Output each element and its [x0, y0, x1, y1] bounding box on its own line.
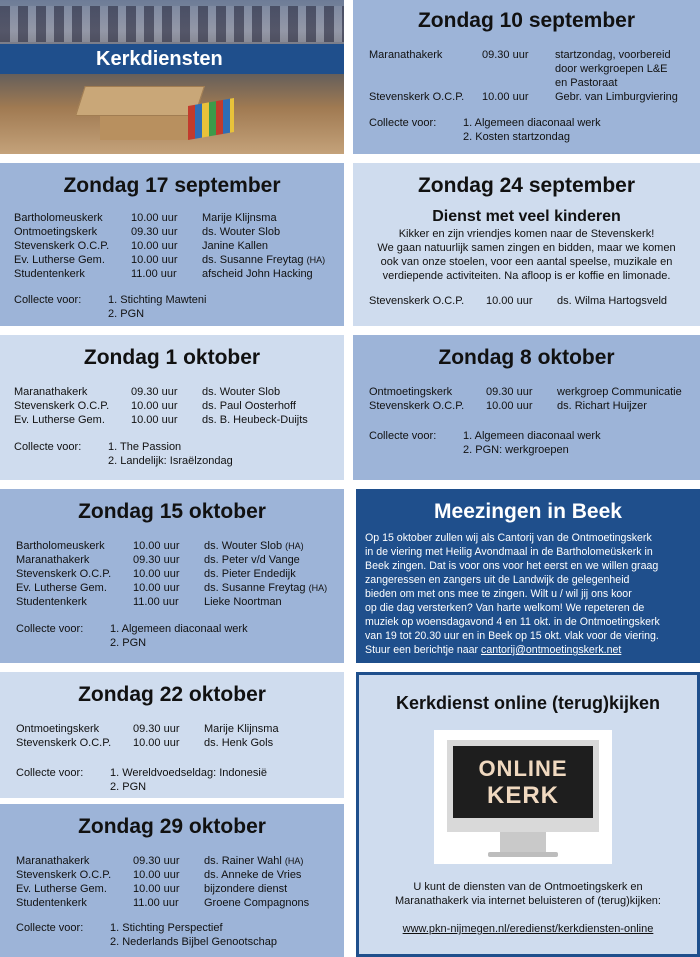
collecte-item: 2. Nederlands Bijbel Genootschap — [110, 936, 277, 948]
section-29-oktober — [0, 804, 344, 957]
online-text-block — [359, 880, 697, 950]
preacher: afscheid John Hacking — [202, 268, 313, 280]
collecte-item: 2. PGN — [110, 637, 147, 649]
service-time: 10.00 uur — [482, 91, 529, 103]
church-name: Stevenskerk O.C.P. — [369, 400, 465, 412]
monitor-base — [488, 852, 558, 857]
church-name: Studentenkerk — [16, 897, 87, 909]
service-description: door werkgroepen L&E — [555, 63, 668, 75]
collecte-label: Collecte voor: — [16, 623, 84, 635]
intro-line: ook van onze stoelen, voor een aantal speelse, muzikale en — [380, 256, 673, 268]
congregation-image — [0, 6, 344, 42]
preacher: Lieke Noortman — [204, 596, 282, 608]
preacher: ds. Anneke de Vries — [204, 869, 302, 881]
preacher: Janine Kallen — [202, 240, 269, 252]
church-name: Bartholomeuskerk — [14, 212, 103, 224]
body-line: zangeressen en zangers uit de Landwijk de gelegenheid — [365, 574, 630, 586]
service-row — [14, 211, 344, 225]
service-time: 09.30 uur — [486, 386, 533, 398]
ha-marker: (HA) — [308, 583, 328, 593]
books-image — [188, 98, 234, 140]
collecte-label: Collecte voor: — [369, 430, 437, 442]
collecte-label: Collecte voor: — [16, 767, 84, 779]
church-name: Ev. Lutherse Gem. — [14, 414, 105, 426]
body-line: bieden om met ons mee te zingen. Wilt u / wil jij ons koor — [365, 588, 632, 600]
online-kerk-image — [434, 730, 612, 864]
section-title: Zondag 10 september — [417, 9, 636, 32]
service-row — [16, 553, 344, 567]
collecte — [16, 766, 344, 794]
service-time: 11.00 uur — [133, 897, 179, 909]
collecte-item: 2. Landelijk: Israëlzondag — [108, 455, 233, 467]
preacher: ds. Wilma Hartogsveld — [557, 295, 668, 307]
section-8-oktober — [353, 335, 700, 480]
church-name: Studentenkerk — [14, 268, 85, 280]
service-time: 10.00 uur — [133, 582, 180, 594]
church-name: Ev. Lutherse Gem. — [16, 883, 107, 895]
service-row — [16, 896, 344, 910]
body-line: muziek op woensdagavond 4 en 11 okt. in de Ontmoetingskerk — [365, 616, 660, 628]
service-time: 10.00 uur — [133, 540, 180, 552]
service-row — [14, 225, 344, 239]
church-name: Bartholomeuskerk — [16, 540, 105, 552]
preacher: ds. Wouter Slob — [202, 226, 281, 238]
service-time: 09.30 uur — [133, 855, 180, 867]
preacher: ds. Paul Oosterhoff — [202, 400, 296, 412]
body-line: op die dag versterken? Van harte welkom! We repeteren de — [365, 602, 645, 614]
church-name: Stevenskerk O.C.P. — [369, 91, 465, 103]
body-line: Op 15 oktober zullen wij als Cantorij van de Ontmoetingskerk — [365, 532, 652, 544]
service-time: 10.00 uur — [133, 737, 180, 749]
church-name: Stevenskerk O.C.P. — [16, 737, 112, 749]
church-name: Stevenskerk O.C.P. — [14, 400, 110, 412]
church-name: Studentenkerk — [16, 596, 87, 608]
service-row — [16, 868, 344, 882]
section-title: Zondag 1 oktober — [83, 346, 261, 369]
collecte — [14, 440, 344, 468]
body-line: in de viering met Heilig Avondmaal in de Bartholomeüskerk in — [365, 546, 653, 558]
church-name: Ontmoetingskerk — [369, 386, 453, 398]
service-row — [16, 581, 344, 595]
service-row — [14, 267, 344, 281]
church-name: Maranathakerk — [16, 855, 90, 867]
email-link[interactable]: cantorij@ontmoetingskerk.net — [481, 644, 622, 656]
service-description: en Pastoraat — [555, 77, 618, 89]
service-time: 10.00 uur — [131, 254, 178, 266]
section-24-september — [353, 163, 700, 326]
service-time: 09.30 uur — [133, 723, 180, 735]
intro-line: Kikker en zijn vriendjes komen naar de Stevenskerk! — [398, 228, 655, 240]
collecte — [14, 293, 344, 321]
church-name: Ev. Lutherse Gem. — [16, 582, 107, 594]
service-row — [369, 90, 700, 104]
monitor-screen — [447, 740, 599, 832]
preacher: ds. Susanne Freytag — [204, 582, 306, 594]
section-1-oktober — [0, 335, 344, 480]
service-row — [16, 882, 344, 896]
service-row — [369, 48, 700, 62]
collecte-item: 1. Wereldvoedseldag: Indonesië — [110, 767, 267, 779]
church-name: Ontmoetingskerk — [14, 226, 98, 238]
header-banner — [0, 44, 344, 74]
online-url-link[interactable]: www.pkn-nijmegen.nl/eredienst/kerkdiensten-online — [402, 923, 654, 935]
section-title: Kerkdienst online (terug)kijken — [395, 693, 661, 713]
preacher: ds. Susanne Freytag — [202, 254, 304, 266]
pulpit-image — [75, 86, 205, 116]
ha-marker: (HA) — [306, 255, 326, 265]
collecte-label: Collecte voor: — [16, 922, 84, 934]
service-row — [16, 567, 344, 581]
online-text: U kunt de diensten van de Ontmoetingskerk en — [413, 881, 643, 893]
ha-marker: (HA) — [284, 856, 304, 866]
collecte — [369, 116, 700, 144]
section-title: Meezingen in Beek — [434, 500, 622, 523]
service-row — [14, 413, 344, 427]
service-time: 10.00 uur — [131, 400, 178, 412]
section-17-september — [0, 163, 344, 326]
collecte-item: 1. Algemeen diaconaal werk — [463, 117, 601, 129]
service-row — [16, 539, 344, 553]
service-row — [16, 854, 344, 868]
preacher: ds. Richart Huijzer — [557, 400, 647, 412]
service-time: 09.30 uur — [131, 226, 178, 238]
section-22-oktober — [0, 672, 344, 798]
section-15-oktober — [0, 489, 344, 663]
service-row — [369, 294, 700, 308]
preacher: ds. Henk Gols — [204, 737, 274, 749]
preacher: werkgroep Communicatie — [557, 386, 682, 398]
section-meezingen — [356, 489, 700, 663]
collecte-item: 1. Algemeen diaconaal werk — [110, 623, 248, 635]
header-photo — [0, 0, 344, 154]
service-time: 10.00 uur — [486, 295, 533, 307]
service-time: 10.00 uur — [133, 869, 180, 881]
body-line: van 19 tot 20.30 uur en in Beek op 15 okt. vlak voor de viering. — [365, 630, 659, 642]
church-name: Stevenskerk O.C.P. — [369, 295, 465, 307]
service-time: 10.00 uur — [131, 212, 178, 224]
preacher: bijzondere dienst — [204, 883, 288, 895]
collecte — [16, 921, 344, 949]
body-line: Stuur een berichtje naar — [365, 644, 482, 656]
page-title: Kerkdiensten — [96, 48, 223, 70]
collecte-label: Collecte voor: — [14, 441, 82, 453]
service-time: 09.30 uur — [133, 554, 180, 566]
collecte — [369, 429, 700, 457]
collecte-label: Collecte voor: — [369, 117, 437, 129]
service-row — [16, 736, 344, 750]
service-description: Gebr. van Limburgviering — [555, 91, 678, 103]
service-time: 10.00 uur — [133, 568, 180, 580]
service-time: 09.30 uur — [482, 49, 529, 61]
service-row — [369, 385, 700, 399]
section-title: Zondag 8 oktober — [438, 346, 615, 369]
ha-marker: (HA) — [285, 541, 304, 551]
preacher: ds. Wouter Slob — [202, 386, 281, 398]
service-row — [14, 239, 344, 253]
preacher: Marije Klijnsma — [204, 723, 279, 735]
service-time: 11.00 uur — [133, 596, 179, 608]
service-row — [16, 722, 344, 736]
screen-text: ONLINE — [478, 756, 568, 781]
service-time: 10.00 uur — [131, 240, 178, 252]
church-name: Ev. Lutherse Gem. — [14, 254, 105, 266]
collecte-item: 2. PGN — [108, 308, 145, 320]
preacher: ds. B. Heubeck-Duijts — [202, 414, 308, 426]
preacher: ds. Pieter Endedijk — [204, 568, 296, 580]
service-row — [14, 399, 344, 413]
church-name: Maranathakerk — [14, 386, 88, 398]
collecte-item: 1. Algemeen diaconaal werk — [463, 430, 601, 442]
church-name: Stevenskerk O.C.P. — [16, 869, 112, 881]
monitor-stand — [500, 832, 546, 854]
online-text: Maranathakerk via internet beluisteren of (terug)kijken: — [395, 895, 661, 907]
collecte-item: 2. PGN — [110, 781, 147, 793]
service-row — [369, 399, 700, 413]
church-name: Maranathakerk — [16, 554, 90, 566]
section-title: Zondag 29 oktober — [78, 815, 266, 838]
service-time: 10.00 uur — [486, 400, 533, 412]
service-time: 11.00 uur — [131, 268, 177, 280]
collecte-item: 2. PGN: werkgroepen — [463, 444, 569, 456]
body-line: Beek zingen. Dat is voor ons voor het eerst en we willen graag — [365, 560, 659, 572]
collecte-item: 1. Stichting Mawteni — [108, 294, 207, 306]
service-row — [14, 385, 344, 399]
church-name: Stevenskerk O.C.P. — [14, 240, 110, 252]
section-title: Zondag 22 oktober — [78, 683, 266, 706]
section-10-september — [353, 0, 700, 154]
service-time: 10.00 uur — [131, 414, 178, 426]
section-subtitle: Dienst met veel kinderen — [432, 208, 621, 225]
pulpit-base-image — [100, 116, 190, 140]
section-title: Zondag 24 september — [417, 174, 636, 197]
collecte-item: 1. Stichting Perspectief — [110, 922, 223, 934]
service-row — [14, 253, 344, 267]
collecte-item: 2. Kosten startzondag — [463, 131, 571, 143]
section-title: Zondag 15 oktober — [78, 500, 266, 523]
service-row — [16, 595, 344, 609]
church-name: Stevenskerk O.C.P. — [16, 568, 112, 580]
intro-line: verdiepende activiteiten. Na afloop is er koffie en limonade. — [382, 270, 671, 282]
screen-text: KERK — [486, 782, 559, 809]
section-title: Zondag 17 september — [63, 174, 281, 197]
preacher: Groene Compagnons — [204, 897, 310, 909]
preacher: ds. Peter v/d Vange — [204, 554, 300, 566]
collecte-item: 1. The Passion — [108, 441, 182, 453]
preacher: Marije Klijnsma — [202, 212, 277, 224]
service-time: 10.00 uur — [133, 883, 180, 895]
collecte-label: Collecte voor: — [14, 294, 82, 306]
service-time: 09.30 uur — [131, 386, 178, 398]
service-description: startzondag, voorbereid — [555, 49, 671, 61]
preacher: ds. Wouter Slob — [204, 540, 283, 552]
preacher: ds. Rainer Wahl — [204, 855, 282, 867]
church-name: Ontmoetingskerk — [16, 723, 100, 735]
church-name: Maranathakerk — [369, 49, 443, 61]
collecte — [16, 622, 344, 650]
intro-line: We gaan natuurlijk samen zingen en bidden, maar we komen — [377, 242, 676, 254]
